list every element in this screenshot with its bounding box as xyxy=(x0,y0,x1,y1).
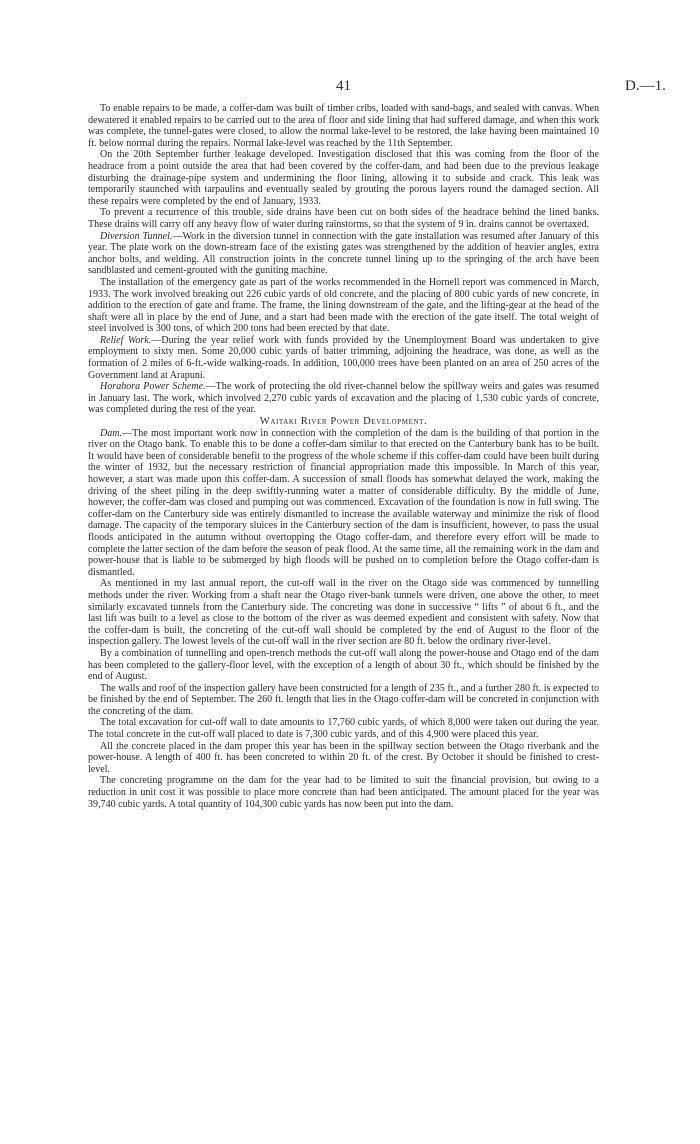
paragraph-cut-off-wall: As mentioned in my last annual report, the cut-off wall in the river on the Otago side was commenced by tunnelling methods under the river. Working from a shaft near the Otago river-bank tunnels were driven, one above the other, to meet similarly excavated tunnels from the Canterbury side. The concreting was done in successive “ lifts ” of about 6 ft., and the last lift was built to a level as close to the bottom of the river as was deemed expedient and consistent with safety. Now that the coffer-dam is built, the concreting of the cut-off wall should be completed by the end of August to the floor of the inspection gallery. The lowest levels of the cut-off wall in the river section are 80 ft. below the ordinary river-level. xyxy=(88,578,599,648)
paragraph-dam xyxy=(88,428,599,579)
diversion-tunnel-text: —Work in the diversion tunnel in connection with the gate installation was resumed after January of this year. The plate work on the down-stream face of the existing gates was strengthened by the addition of heavier angles, extra anchor bolts, and welding. All construction joints in the concrete tunnel lining up to the springing of the arch have been sandblasted and cement-grouted with the guniting machine. xyxy=(88,230,599,277)
dam-lead: Dam. xyxy=(100,427,123,439)
paragraph-diversion-tunnel xyxy=(88,231,599,277)
paragraph-inspection-gallery: The walls and roof of the inspection gallery have been constructed for a length of 235 ft., and a further 280 ft. is expected to be finished by the end of September. The 260 ft. length that lies in the Otago coffer-dam will be concreted in conjunction with the concreting of the dam. xyxy=(88,682,599,717)
relief-work-text: —During the year relief work with funds provided by the Unemployment Board was undertaken to give employment to sixty men. Some 20,000 cubic yards of batter trimming, adjoining the headrace, was done, as well as the formation of 2 miles of 6-ft.-wide walking-roads. In addition, 100,000 trees have been planted on an area of 250 acres of the Government land at Arapuni. xyxy=(88,334,599,381)
paragraph-concreting-programme: The concreting programme on the dam for the year had to be limited to suit the financial provision, but owing to a reduction in unit cost it was possible to place more concrete than had been anticipated. The amount placed for the year was 39,740 cubic yards. A total quantity of 104,300 cubic yards has now been put into the dam. xyxy=(88,775,599,810)
horahora-lead: Horahora Power Scheme. xyxy=(100,381,206,393)
paragraph-open-trench: By a combination of tunnelling and open-trench methods the cut-off wall along the power-house and Otago end of the dam has been completed to the gallery-floor level, with the exception of a length of about 30 ft., which should be finished by the end of August. xyxy=(88,647,599,683)
page-number: 41 xyxy=(336,78,351,94)
page-header xyxy=(0,78,700,100)
relief-work-lead: Relief Work. xyxy=(100,334,152,346)
dam-text: —The most important work now in connection with the completion of the dam is the building of that portion in the river on the Otago bank. To enable this to be done a coffer-dam similar to that erected on the Canterbury bank has to be built. It would have been of considerable benefit to the progress of the whole scheme if this coffer-dam could have been built during the winter of 1932, but the necessary restriction of financial appropriation made this impossible. In March of this year, however, a start was made upon this coffer-dam. A succession of small floods has somewhat delayed the work, making the driving of the sheet piling in the deep swiftly-running water a matter of considerable difficulty. By the middle of June, however, the coffer-dam was closed and pumping out was commenced. Excavation of the foundation is now in full swing. The coffer-dam on the Canterbury side was entirely dismantled to increase the available waterway and minimize the risk of flood damage. The capacity of the temporary sluices in the Canterbury section of the dam is insufficient, however, to pass the usual floods anticipated in the autumn without overtopping the Otago coffer-dam, and therefore every effort will be made to complete the latter section of the dam before the season of peak flood. At the same time, all the remaining work in the dam and power-house that is liable to be submerged by high floods will be pushed on to completion before the Otago coffer-dam is dismantled. xyxy=(88,427,599,578)
horahora-text: —The work of protecting the old river-channel below the spillway weirs and gates was resumed in January last. The work, which involved 2,270 cubic yards of excavation and the placing of 1,530 cubic yards of concrete, was completed during the rest of the year. xyxy=(88,381,599,416)
document-reference: D.—1. xyxy=(625,78,666,94)
paragraph-spillway-concrete: All the concrete placed in the dam proper this year has been in the spillway section between the Otago riverbank and the power-house. A length of 400 ft. has been concreted to within 20 ft. of the crest. By October it should be finished to crest-level. xyxy=(88,740,599,775)
body-text xyxy=(88,103,599,810)
paragraph-further-leakage: On the 20th September further leakage developed. Investigation disclosed that this was coming from the floor of the headrace from a point outside the area that had been covered by the coffer-dam, and had been due to the previous leakage disturbing the drainage-pipe system and undermining the floor lining, allowing it to subside and crack. This leak was temporarily staunched with tarpaulins and eventually sealed by grouting the porous layers round the damaged section. All these repairs were completed by the end of January, 1933. xyxy=(88,149,599,207)
paragraph-coffer-dam-repairs: To enable repairs to be made, a coffer-dam was built of timber cribs, loaded with sand-bags, and sealed with canvas. When dewatered it enabled repairs to be carried out to the area of floor and side lining that had suffered damage, and when this work was complete, the tunnel-gates were closed, to allow the normal lake-level to be restored, the lake having been maintained 10 ft. below normal during the repairs. Normal lake-level was reached by the 11th September. xyxy=(88,103,599,149)
paragraph-total-excavation: The total excavation for cut-off wall to date amounts to 17,760 cubic yards, of which 8,000 were taken out during the year. The total concrete in the cut-off wall placed to date is 7,300 cubic yards, and of this 4,900 were placed this year. xyxy=(88,717,599,741)
paragraph-horahora xyxy=(88,381,599,416)
paragraph-relief-work xyxy=(88,335,599,381)
paragraph-side-drains: To prevent a recurrence of this trouble, side drains have been cut on both sides of the headrace behind the lined banks. These drains will carry off any heavy flow of water during rainstorms, so that the system of 9 in. drains cannot be overtaxed. xyxy=(88,207,599,230)
diversion-tunnel-lead: Diversion Tunnel. xyxy=(100,230,173,242)
paragraph-emergency-gate: The installation of the emergency gate as part of the works recommended in the Hornell report was commenced in March, 1933. The work involved breaking out 226 cubic yards of old concrete, and the placing of 800 cubic yards of new concrete, in addition to the erection of gate and frame. The frame, the lining downstream of the gate, and the lifting-gear at the head of the shaft were all in place by the end of June, and a start had been made with the erection of the gate itself. The total weight of steel involved is 300 tons, of which 200 tons had been erected by that date. xyxy=(88,276,599,335)
section-heading: Waitaki River Power Development. xyxy=(259,416,428,428)
